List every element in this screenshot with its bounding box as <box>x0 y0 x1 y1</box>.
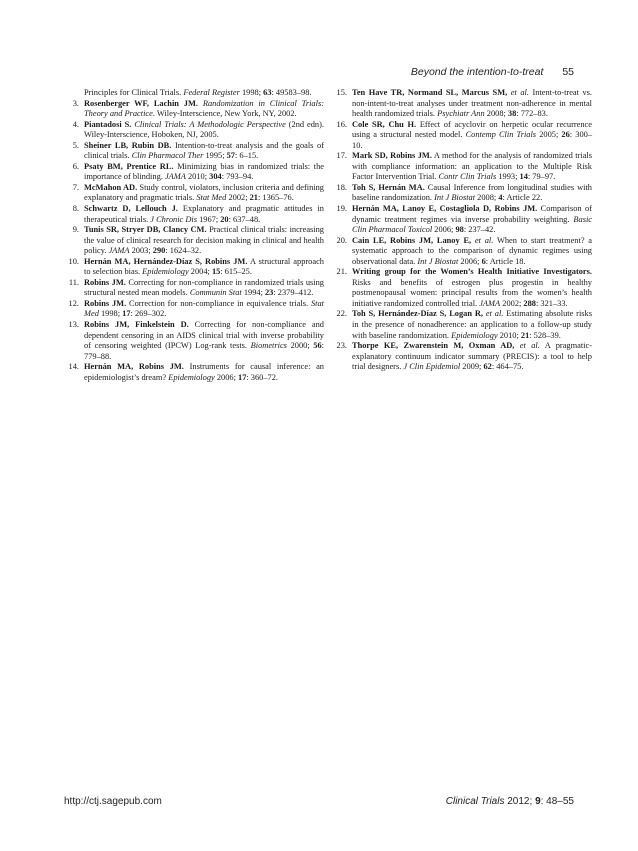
reference-journal: JAMA <box>479 298 501 308</box>
reference-etal: et al. <box>485 309 504 319</box>
reference-number: 18. <box>336 182 347 192</box>
reference-number: 20. <box>336 235 347 245</box>
reference-journal: Randomization in Clinical Trials: Theory and Practice <box>84 98 324 119</box>
reference-text: Principles for Clinical Trials. <box>84 88 184 97</box>
reference-etal: et al. <box>510 88 529 97</box>
journal-url[interactable]: http://ctj.sagepub.com <box>64 796 162 807</box>
reference-year: 2000; <box>286 341 314 351</box>
reference-pages: : 1365–76. <box>257 193 294 203</box>
reference-number: 9. <box>72 225 79 235</box>
reference-journal: Clinical Trials: A Methodologic Perspective <box>134 119 286 129</box>
reference-authors: Mark SD, Robins JM. <box>352 151 432 161</box>
reference-text: Correcting for non-compliance and dependent censoring in an AIDS clinical trial with inverse probability of censoring weighted (IPCW) Log-rank tests. <box>84 320 324 351</box>
reference-journal: Epidemiology <box>451 330 498 340</box>
reference-authors: Toh S, Hernández-Díaz S, Logan R, <box>352 309 484 319</box>
reference-pages: : 1624–32. <box>165 246 202 256</box>
reference-year: 1967; <box>196 214 221 224</box>
reference-item <box>330 88 592 120</box>
reference-volume: 38 <box>507 109 517 119</box>
reference-pages: : 464–75. <box>491 362 524 372</box>
reference-text: Correcting for non-compliance in randomized trials using structural nested mean models. <box>84 277 324 298</box>
reference-journal: Clin Pharmacol Ther <box>131 151 204 161</box>
reference-pages: : 528–39. <box>529 330 561 340</box>
reference-year: (2nd edn). Wiley-Interscience, Hoboken, NJ, 2005. <box>84 119 324 140</box>
reference-authors: Tunis SR, Stryer DB, Clancy CM. <box>84 225 207 235</box>
reference-text: Risks and benefits of estrogen plus progestin in healthy postmenopausal women: principal results from the women’s health initiative randomized controlled trial. <box>352 277 592 308</box>
reference-text: Study control, violators, inclusion criteria and defining explanatory and pragmatic trials. <box>84 182 324 203</box>
reference-item <box>330 267 592 309</box>
page-number: 55 <box>562 66 574 78</box>
reference-year: 2006; <box>432 225 456 235</box>
reference-text: Minimizing bias in randomized trials: the importance of blinding. <box>84 161 324 182</box>
reference-journal: Psychiatr Ann <box>437 109 485 119</box>
running-title: Beyond the intention-to-treat <box>410 66 544 78</box>
reference-text: Practical clinical trials: increasing the value of clinical research for decision making in clinical and health policy. <box>84 225 324 256</box>
reference-item <box>330 204 592 236</box>
reference-volume: 21 <box>249 193 258 203</box>
reference-pages: : 2379–412. <box>273 288 314 298</box>
reference-item <box>62 299 324 320</box>
reference-authors: Sheiner LB, Rubin DB. <box>84 140 172 150</box>
reference-pages: : 321–33. <box>535 298 568 308</box>
reference-authors: Hernán MA, Lanoy E, Costagliola D, Robins JM. <box>352 204 538 214</box>
reference-item <box>62 120 324 141</box>
reference-year: 1995; <box>203 151 227 161</box>
reference-text: Effect of acyclovir on herpetic ocular recurrence using a structural nested model. <box>352 119 592 140</box>
reference-year: 1998; <box>239 88 264 97</box>
reference-number: 12. <box>68 298 79 308</box>
reference-volume: 6 <box>481 256 486 266</box>
reference-item <box>62 141 324 162</box>
reference-year: 2010; <box>497 330 521 340</box>
reference-authors: Schwartz D, Lellouch J. <box>84 204 178 214</box>
reference-journal: Federal Register <box>183 88 240 97</box>
reference-authors: Toh S, Hernán MA. <box>352 182 425 192</box>
reference-journal: Int J Biostat <box>434 193 476 203</box>
reference-authors: Hernán MA, Robins JM. <box>84 362 184 372</box>
reference-journal: Int J Biostat <box>417 256 459 266</box>
reference-year: 1993; <box>496 172 520 182</box>
reference-pages: : 269–302. <box>130 309 167 319</box>
reference-number: 4. <box>72 119 79 129</box>
reference-item <box>62 183 324 204</box>
reference-text: Explanatory and pragmatic attitudes in therapeutical trials. <box>84 204 324 224</box>
reference-text: Instruments for causal inference: an epidemiologist’s dream? <box>84 362 324 382</box>
reference-item <box>330 120 592 152</box>
reference-journal: Contr Clin Trials <box>438 172 497 182</box>
running-header <box>411 66 574 78</box>
reference-journal: J Chronic Dis <box>150 214 197 224</box>
reference-journal: Communin Stat <box>189 288 242 298</box>
reference-year: 2009; <box>460 362 484 372</box>
reference-journal: Epidemiology <box>168 372 215 382</box>
reference-number: 11. <box>68 277 79 287</box>
reference-authors: Cole SR, Chu H. <box>352 119 417 129</box>
reference-item <box>330 183 592 204</box>
reference-item <box>330 341 592 373</box>
reference-pages: : 779–88. <box>84 341 324 361</box>
reference-volume: 288 <box>523 298 536 308</box>
reference-journal: Epidemiology <box>142 267 189 277</box>
reference-year: . Wiley-Interscience, New York, NY, 2002. <box>152 109 297 119</box>
reference-volume: 21 <box>520 330 530 340</box>
reference-number: 10. <box>68 256 79 266</box>
reference-number: 8. <box>72 204 79 214</box>
reference-text: A pragmatic-explanatory continuum indicator summary (PRECIS): a tool to help trial designers. <box>352 341 593 372</box>
reference-volume: 26 <box>561 130 570 140</box>
reference-volume: 14 <box>519 172 528 182</box>
footer-volume: 9 <box>535 796 541 807</box>
reference-pages: : 49583–98. <box>271 88 312 97</box>
reference-pages: : Article 22. <box>502 193 543 203</box>
reference-pages: : 360–72. <box>246 372 279 382</box>
reference-number: 6. <box>72 161 79 171</box>
reference-journal: Contemp Clin Trials <box>465 130 537 140</box>
reference-number: 23. <box>336 341 347 351</box>
reference-volume: 23 <box>264 288 274 298</box>
reference-authors: Robins JM. <box>84 298 127 308</box>
reference-authors: Thorpe KE, Zwarenstein M, Oxman AD, <box>352 341 515 351</box>
reference-journal: JAMA <box>108 246 130 256</box>
reference-volume: 20 <box>220 214 229 224</box>
reference-volume: 17 <box>238 372 247 382</box>
reference-number: 5. <box>72 140 79 150</box>
reference-year: 1994; <box>241 288 265 298</box>
reference-volume: 290 <box>152 246 166 256</box>
reference-authors: Robins JM, Finkelstein D. <box>84 320 189 330</box>
reference-item <box>62 204 324 225</box>
reference-item <box>62 320 324 362</box>
reference-year: 2006; <box>458 256 482 266</box>
reference-item <box>62 99 324 120</box>
reference-text: Causal Inference from longitudinal studies with baseline randomization. <box>352 182 592 203</box>
reference-year: 2008; <box>475 193 499 203</box>
reference-column-right <box>330 88 592 373</box>
reference-year: 2002; <box>226 193 250 203</box>
reference-authors: Rosenberger WF, Lachin JM. <box>84 98 198 108</box>
reference-year: 2006; <box>214 372 238 382</box>
reference-text: A structural approach to selection bias. <box>84 256 324 277</box>
reference-number: 15. <box>336 88 347 97</box>
reference-etal: et al. <box>474 235 494 245</box>
reference-pages: : 637–48. <box>228 214 261 224</box>
reference-volume: 4 <box>498 193 503 203</box>
reference-year: 1998; <box>98 309 123 319</box>
reference-text: A method for the analysis of randomized trials with compliance information: an application to the Multiple Risk Factor Intervention Trial. <box>352 151 592 182</box>
reference-journal: JAMA <box>164 172 186 182</box>
reference-authors: McMahon AD. <box>84 182 138 192</box>
reference-item <box>62 162 324 183</box>
reference-item <box>330 309 592 341</box>
reference-journal: Stat Med <box>84 298 324 319</box>
reference-volume: 57 <box>226 151 235 161</box>
reference-item <box>62 362 324 383</box>
reference-text: Correction for non-compliance in equivalence trials. <box>126 298 311 308</box>
reference-text: When to start treatment? a systematic approach to the comparison of dynamic regimes using observational data. <box>352 235 593 266</box>
reference-volume: 56 <box>313 341 322 351</box>
reference-text: Intent-to-treat vs. non-intent-to-treat analyses under treatment non-adherence in mental health randomized trials. <box>352 88 593 119</box>
reference-text: Intention-to-treat analysis and the goals of clinical trials. <box>84 140 324 161</box>
reference-number: 16. <box>336 119 347 129</box>
reference-column-left <box>62 88 324 383</box>
reference-year: 2008; <box>484 109 508 119</box>
reference-pages: : 79–97. <box>527 172 556 182</box>
reference-number: 22. <box>336 309 347 319</box>
reference-year: 2002; <box>500 298 524 308</box>
reference-journal: Basic Clin Pharmacol Toxicol <box>352 214 592 235</box>
reference-year: 2010; <box>185 172 210 182</box>
reference-number: 21. <box>336 267 347 277</box>
reference-pages: : 237–42. <box>463 225 496 235</box>
reference-item <box>62 278 324 299</box>
reference-journal: Stat Med <box>196 193 227 203</box>
journal-name: Clinical Trials <box>445 796 505 807</box>
reference-authors: Piantadosi S. <box>84 119 132 129</box>
footer-year: 2012; <box>504 796 536 807</box>
reference-year: 2005; <box>536 130 562 140</box>
reference-number: 14. <box>68 362 79 372</box>
reference-pages: : 615–25. <box>220 267 252 277</box>
reference-item <box>330 151 592 183</box>
reference-volume: 62 <box>483 362 492 372</box>
reference-item <box>62 225 324 257</box>
reference-authors: Psaty BM, Prentice RL. <box>84 161 174 171</box>
footer-pages: : 48–55 <box>540 796 574 807</box>
reference-item <box>62 88 324 99</box>
reference-volume: 304 <box>209 172 222 182</box>
reference-authors: Cain LE, Robins JM, Lanoy E, <box>352 235 472 245</box>
reference-authors: Robins JM. <box>84 277 126 287</box>
reference-authors: Ten Have TR, Normand SL, Marcus SM, <box>352 88 508 97</box>
reference-authors: Hernán MA, Hernández-Díaz S, Robins JM. <box>84 256 248 266</box>
reference-number: 19. <box>336 204 347 214</box>
reference-text: Comparison of dynamic treatment regimes via inverse probability weighting. <box>352 204 593 224</box>
reference-number: 7. <box>72 182 79 192</box>
reference-pages: : 772–83. <box>516 109 548 119</box>
reference-text: Estimating absolute risks in the presence of nonadherence: an application to a follow-up study with baseline randomization. <box>352 309 592 340</box>
reference-pages: : Article 18. <box>485 256 526 266</box>
reference-year: 2003; <box>129 246 153 256</box>
reference-number: 17. <box>336 151 347 161</box>
reference-item <box>62 257 324 278</box>
reference-pages: : 6–15. <box>234 151 259 161</box>
reference-volume: 17 <box>122 309 131 319</box>
reference-number: 3. <box>72 98 79 108</box>
reference-item <box>330 236 592 268</box>
reference-journal: J Clin Epidemiol <box>403 362 461 372</box>
reference-pages: : 300–10. <box>352 130 593 150</box>
reference-pages: : 793–94. <box>221 172 254 182</box>
reference-volume: 63 <box>263 88 272 97</box>
reference-number: 13. <box>68 320 79 330</box>
reference-authors: Writing group for the Women’s Health Initiative Investigators. <box>352 267 592 277</box>
reference-journal: Biometrics <box>250 341 287 351</box>
reference-year: 2004; <box>188 267 212 277</box>
reference-volume: 15 <box>211 267 221 277</box>
reference-volume: 98 <box>455 225 464 235</box>
reference-etal: et al. <box>519 341 540 351</box>
citation-footer <box>446 796 574 807</box>
